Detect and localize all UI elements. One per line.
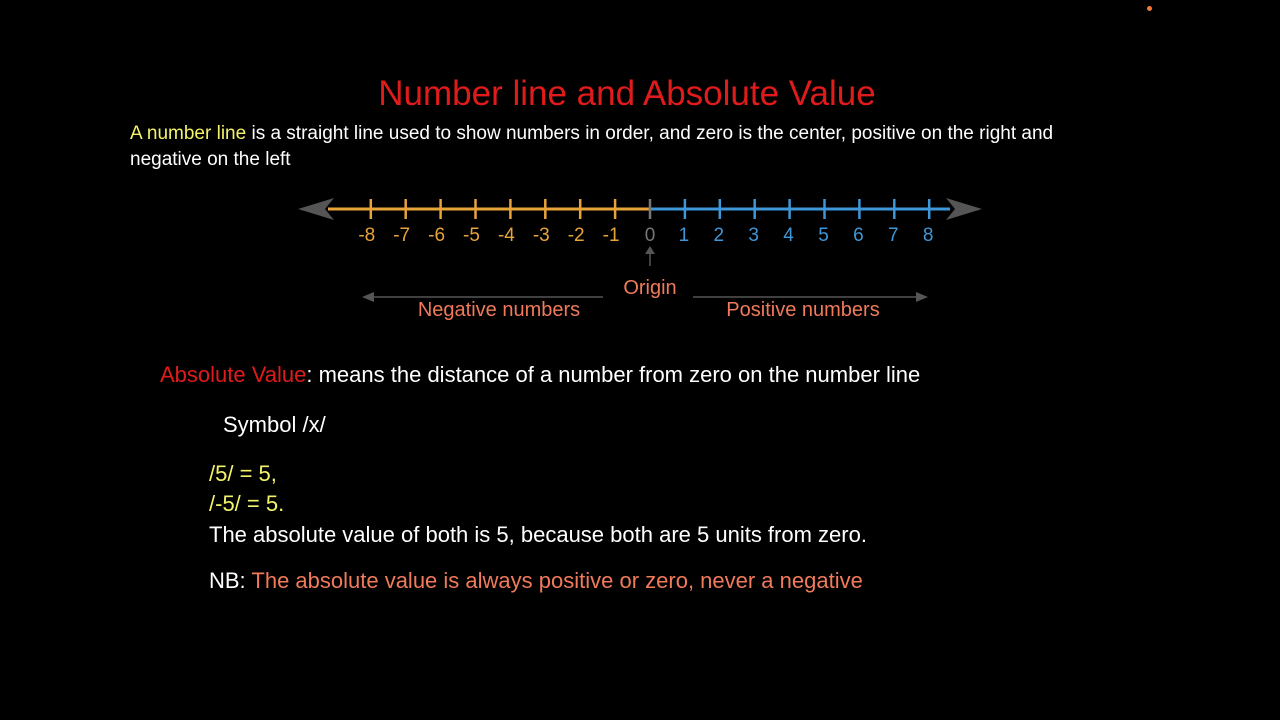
tick-label: 4 [783, 225, 794, 246]
absolute-value-definition [160, 362, 920, 388]
absolute-value-term: Absolute Value [160, 362, 307, 387]
tick-label: -5 [463, 225, 480, 246]
positive-direction-arrowhead [916, 292, 928, 302]
tick-label: 8 [922, 225, 934, 246]
tick-label: -1 [602, 225, 620, 246]
tick-label-zero: 0 [644, 225, 656, 246]
absolute-value-definition-text: : means the distance of a number from zero on the number line [306, 362, 921, 387]
origin-label: Origin [623, 277, 677, 299]
negative-direction-arrowhead [362, 292, 374, 302]
tick-label: -3 [532, 225, 550, 246]
tick-label: 1 [678, 225, 690, 246]
negative-numbers-label: Negative numbers [417, 299, 581, 321]
tick-label: 3 [748, 225, 759, 246]
tick-label: -8 [358, 225, 376, 246]
nb-text: The absolute value is always positive or zero, never a negative [251, 568, 863, 593]
right-arrowhead [946, 198, 982, 220]
example-negative: /-5/ = 5. [209, 491, 285, 516]
positive-numbers-label: Positive numbers [726, 299, 880, 321]
example-explanation: The absolute value of both is 5, because both are 5 units from zero. [209, 522, 867, 547]
tick-label: 5 [818, 225, 829, 246]
number-line-term: A number line [130, 123, 247, 144]
tick-label: 7 [888, 225, 899, 246]
tick-label: -6 [428, 225, 446, 246]
pointer-dot [1147, 6, 1152, 11]
nota-bene [209, 568, 863, 594]
number-line-definition-text: is a straight line used to show numbers in order, and zero is the center, positive on the right and [246, 123, 1054, 144]
number-line-definition-continued: negative on the left [130, 149, 291, 170]
tick-label: 2 [713, 225, 725, 246]
page-title: Number line and Absolute Value [378, 74, 876, 113]
absolute-value-symbol: Symbol /x/ [223, 412, 326, 437]
tick-label: 6 [853, 225, 864, 246]
tick-label: -7 [393, 225, 411, 246]
example-positive: /5/ = 5, [209, 461, 277, 486]
number-line-diagram [0, 0, 1280, 340]
nb-label: NB: [209, 568, 252, 593]
tick-label: -4 [497, 225, 515, 246]
tick-label: -2 [567, 225, 585, 246]
origin-pointer-head [645, 246, 655, 254]
